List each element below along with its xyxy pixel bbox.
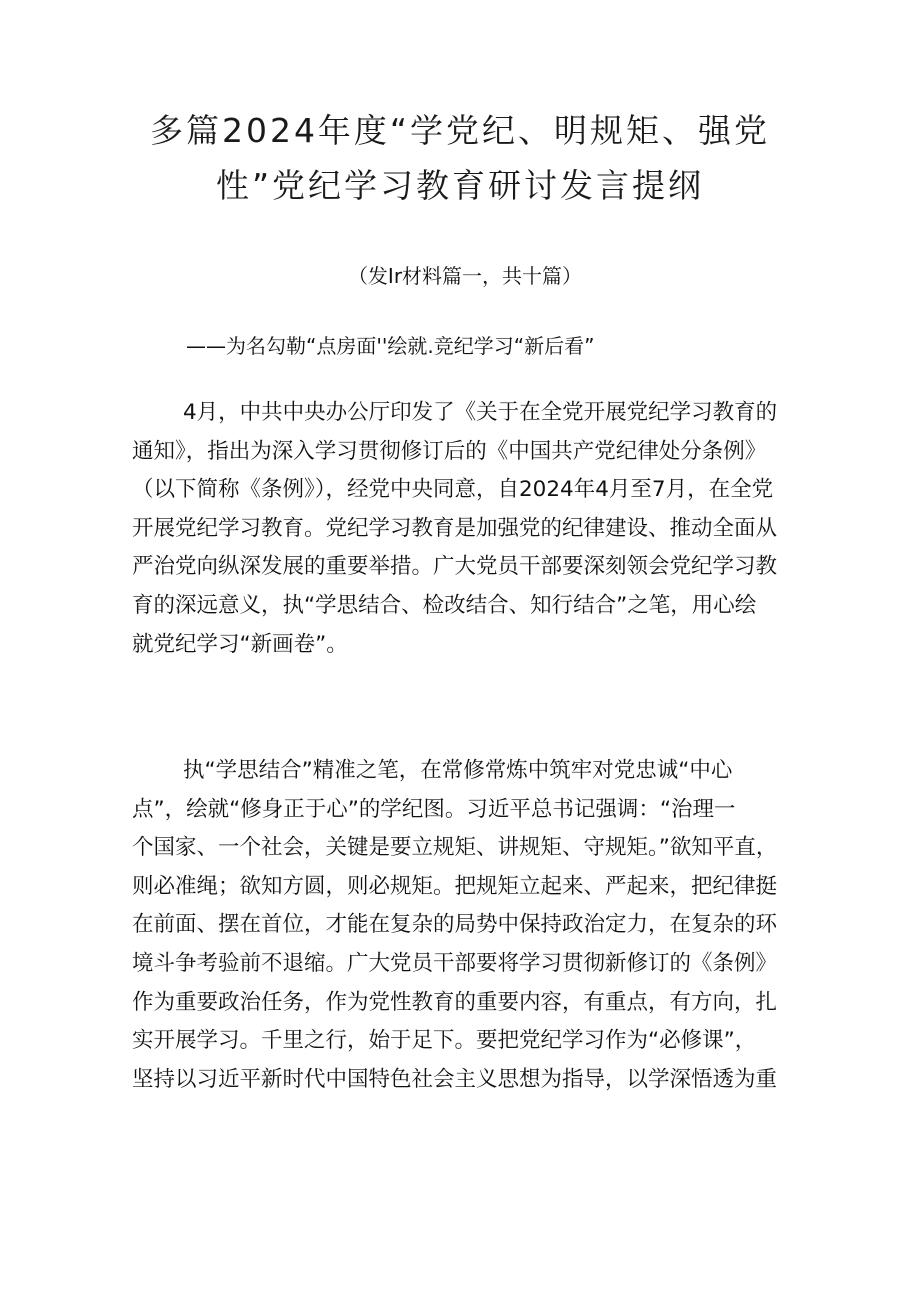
paragraph-line: 则必准绳；欲知方圆，则必规矩。把规矩立起来、严起来，把纪律挺 bbox=[132, 873, 778, 899]
paragraph-2 bbox=[132, 752, 792, 1099]
paragraph-line: 作为重要政治任务，作为党性教育的重要内容，有重点，有方向，扎 bbox=[132, 989, 778, 1015]
title-line-2: 性”党纪学习教育研讨发言提纲 bbox=[215, 166, 705, 205]
paragraph-line: 就党纪学习“新画卷”。 bbox=[132, 631, 348, 657]
paragraph-line: 实开展学习。千里之行，始于足下。要把党纪学习作为“必修课”， bbox=[132, 1028, 757, 1054]
paragraph-line: 个国家、一个社会，关键是要立规矩、讲规矩、守规矩。”欲知平直， bbox=[132, 835, 778, 861]
paragraph-line: （以下简称《条例》），经党中央同意，自2024年4月至7月，在全党 bbox=[132, 477, 774, 503]
paragraph-line: 育的深远意义，执“学思结合、检改结合、知行结合”之笔，用心绘 bbox=[132, 592, 757, 618]
paragraph-line: 点”，绘就“修身正于心”的学纪图。习近平总书记强调：“治理一 bbox=[132, 796, 736, 822]
paragraph-line: 境斗争考验前不退缩。广大党员干部要将学习贯彻新修订的《条例》 bbox=[132, 950, 778, 976]
paragraph-line: 严治党向纵深发展的重要举措。广大党员干部要深刻领会党纪学习教 bbox=[132, 554, 778, 580]
paragraph-line: 4月，中共中央办公厅印发了《关于在全党开展党纪学习教育的 bbox=[183, 400, 778, 425]
title-line-1: 多篇2024年度“学党纪、明规矩、强党 bbox=[149, 111, 771, 150]
document-subtitle: （发Ir材料篇一，共十篇） bbox=[347, 264, 583, 288]
paragraph-line: 坚持以习近平新时代中国特色社会主义思想为指导，以学深悟透为重 bbox=[132, 1066, 778, 1092]
document-title bbox=[140, 103, 780, 213]
paragraph-line: 在前面、摆在首位，才能在复杂的局势中保持政治定力，在复杂的环 bbox=[132, 912, 778, 938]
paragraph-line: 通知》，指出为深入学习贯彻修订后的《中国共产党纪律处分条例》 bbox=[132, 438, 767, 464]
paragraph-line: 执“学思结合”精准之笔，在常修常炼中筑牢对党忠诚“中心 bbox=[183, 758, 733, 783]
paragraph-line: 开展党纪学习教育。党纪学习教育是加强党的纪律建设、推动全面从 bbox=[132, 515, 778, 541]
paragraph-1 bbox=[132, 394, 792, 664]
document-tagline: ——为名勾勒“点房面''绘就.竞纪学习“新后看” bbox=[186, 334, 595, 358]
